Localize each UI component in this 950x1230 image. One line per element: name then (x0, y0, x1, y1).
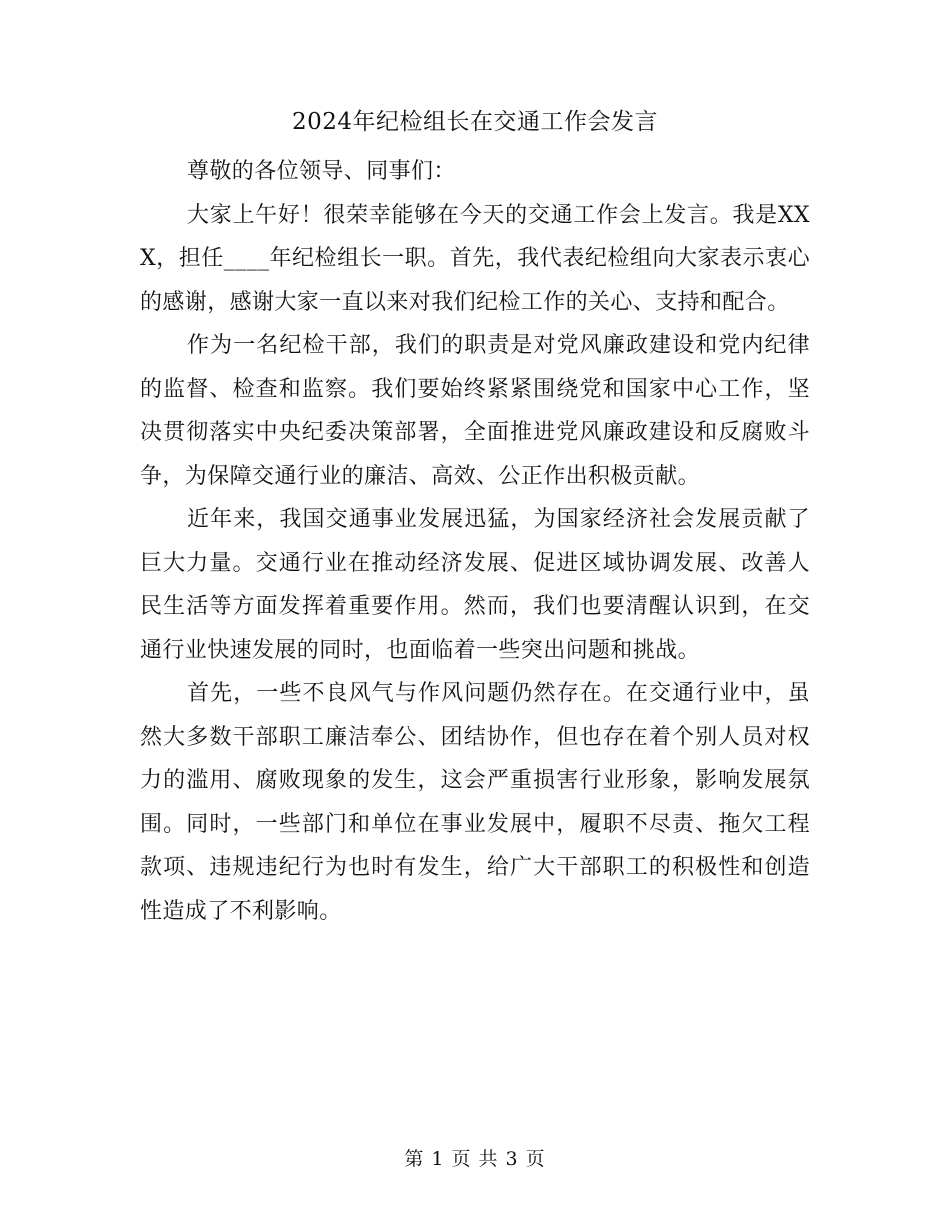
paragraph-4: 首先，一些不良风气与作风问题仍然存在。在交通行业中，虽然大多数干部职工廉洁奉公、团结协作，但也存在着个别人员对权力的滥用、腐败现象的发生，这会严重损害行业形象，影响发展氛围。同时，一些部门和单位在事业发展中，履职不尽责、拖欠工程款项、违规违纪行为也时有发生，给广大干部职工的积极性和创造性造成了不利影响。 (140, 681, 810, 924)
page-footer (0, 1145, 950, 1173)
document-body (140, 150, 810, 933)
paragraph-1: 大家上午好！很荣幸能够在今天的交通工作会上发言。我是XXX，担任____年纪检组长一职。首先，我代表纪检组向大家表示衷心的感谢，感谢大家一直以来对我们纪检工作的关心、支持和配合。 (140, 202, 810, 315)
paragraph-2: 作为一名纪检干部，我们的职责是对党风廉政建设和党内纪律的监督、检查和监察。我们要始终紧紧围绕党和国家中心工作，坚决贯彻落实中央纪委决策部署，全面推进党风廉政建设和反腐败斗争，为保障交通行业的廉洁、高效、公正作出积极贡献。 (140, 333, 810, 489)
paragraph-3: 近年来，我国交通事业发展迅猛，为国家经济社会发展贡献了巨大力量。交通行业在推动经济发展、促进区域协调发展、改善人民生活等方面发挥着重要作用。然而，我们也要清醒认识到，在交通行业快速发展的同时，也面临着一些突出问题和挑战。 (140, 507, 810, 663)
salutation: 尊敬的各位领导、同事们： (187, 159, 456, 184)
document-title: 2024年纪检组长在交通工作会发言 (291, 109, 659, 135)
page-number: 第 1 页 共 3 页 (404, 1148, 546, 1170)
